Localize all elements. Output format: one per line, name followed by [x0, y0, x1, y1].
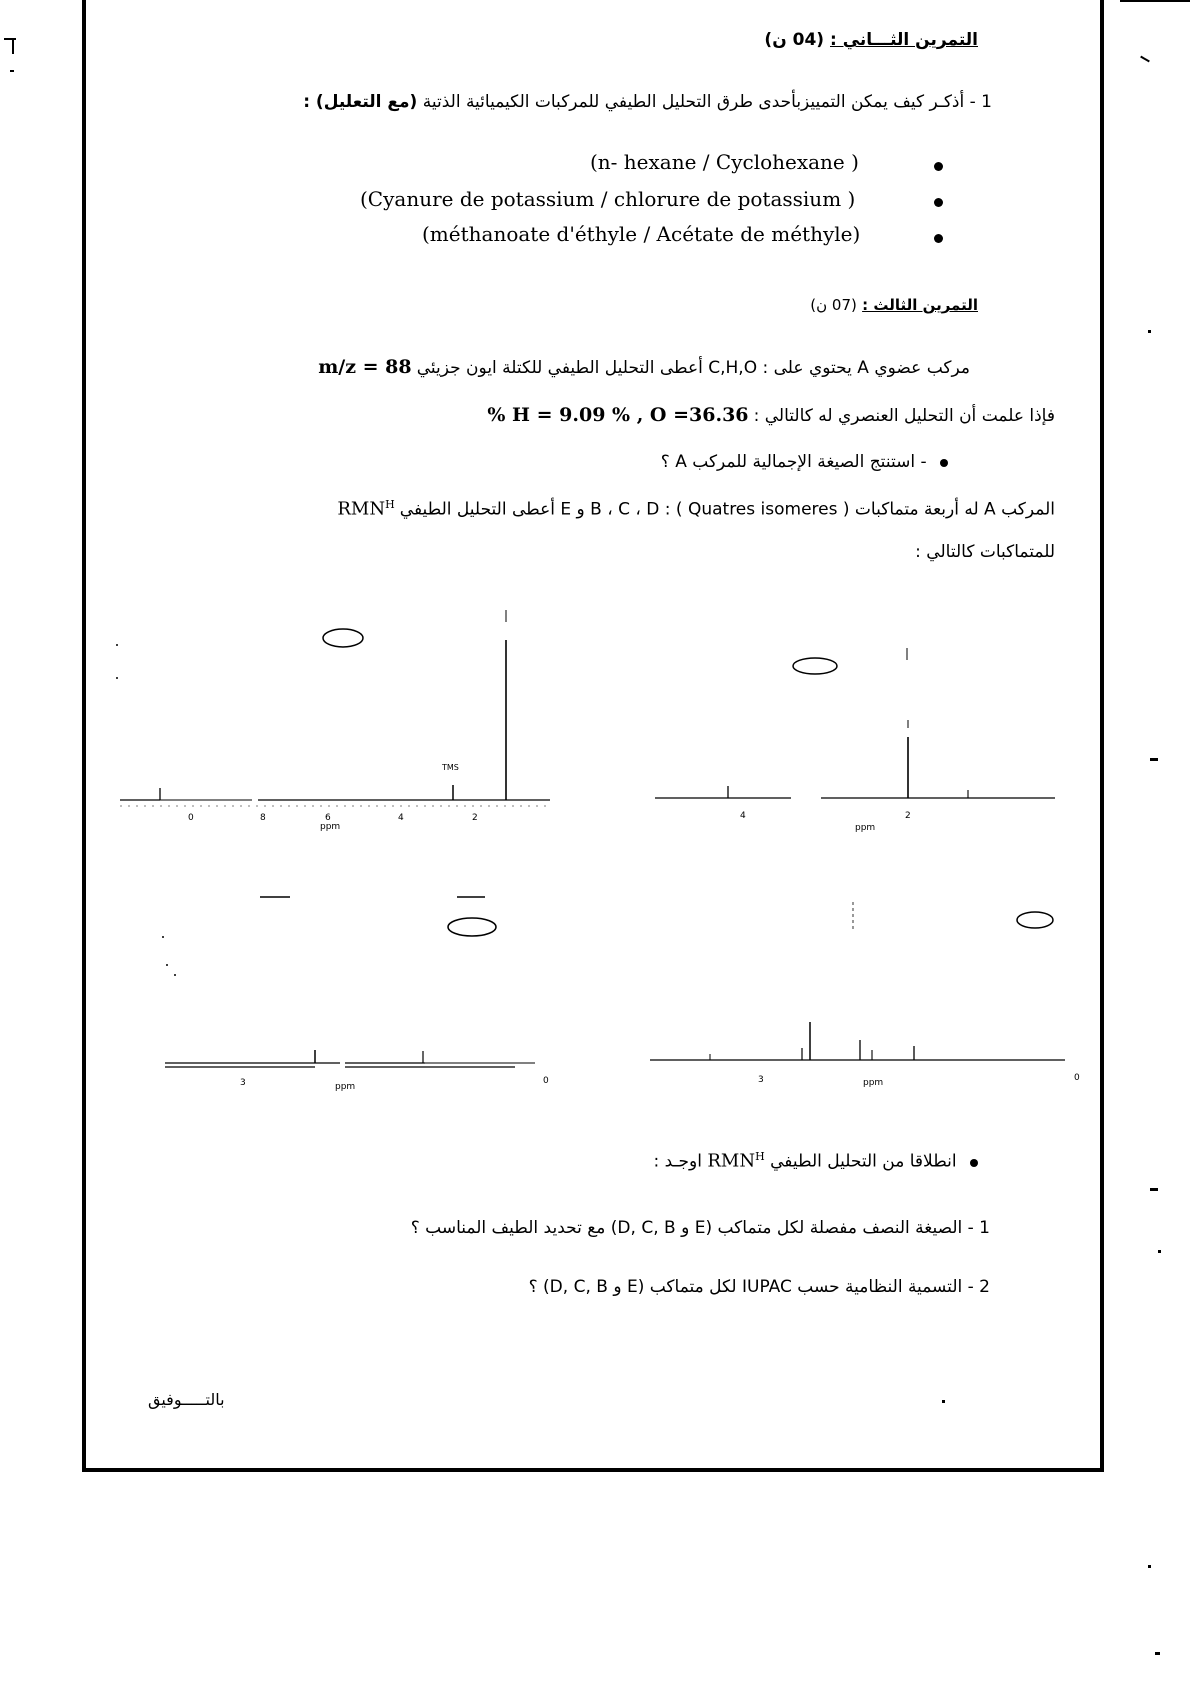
exercise3-line1 [180, 356, 970, 378]
exercise3-line5: للمتماكبات كالتالي : [915, 542, 1055, 562]
bullet-icon [970, 1159, 978, 1167]
tick-label: 3 [758, 1075, 764, 1085]
line1-arabic: مركب عضوي A يحتوي على : C,H,O أعطى التحليل الطيفي للكتلة ايون جزيئي [416, 358, 970, 378]
pair-3 [422, 222, 860, 246]
bullet2-arabic: انطلاقا من التحليل الطيفي [770, 1151, 957, 1172]
bullet-icon [934, 234, 943, 243]
edge-mark [10, 70, 14, 72]
edge-mark [1150, 1188, 1158, 1191]
bullet2-rmn: RMN [707, 1150, 756, 1172]
edge-mark [12, 40, 14, 54]
nmr-spectrum-3-plot [135, 885, 575, 1095]
pair-2-text: (Cyanure de potassium / chlorure de potassium ) [360, 187, 856, 211]
tick-label: 0 [188, 813, 194, 823]
tick-label: 4 [740, 811, 746, 821]
edge-mark [4, 38, 16, 40]
nmr-spectrum-3 [135, 885, 575, 1095]
svg-text:TMS: TMS [442, 763, 459, 772]
pair-2 [360, 187, 855, 211]
bullet-icon [940, 459, 948, 467]
bullet2-sup: H [755, 1150, 765, 1163]
exercise2-question-text: 1 - أذكـر كيف يمكن التمييزبأحدى طرق التحليل الطيفي للمركبات الكيميائية الذتية [422, 92, 992, 112]
pair-3-text: (méthanoate d'éthyle / Acétate de méthyle) [422, 222, 861, 246]
tick-label: 8 [260, 813, 266, 823]
nmr-spectrum-4 [650, 890, 1090, 1100]
question-1: 1 - الصيغة النصف مفصلة لكل متماكب (E و D, C, B) مع تحديد الطيف المناسب ؟ [410, 1218, 990, 1238]
axis-unit: ppm [335, 1082, 356, 1092]
tick-label: 0 [543, 1076, 549, 1086]
line4-rmn: RMN [337, 498, 386, 520]
tick-label: 6 [325, 813, 331, 823]
edge-mark [1150, 758, 1158, 761]
nmr-spectrum-4-plot [650, 890, 1090, 1100]
edge-mark [1148, 1565, 1151, 1568]
bullet-icon [934, 162, 943, 171]
exercise3-line3 [661, 452, 948, 472]
tick-label: 0 [1074, 1073, 1080, 1083]
pair-1-text: (n- hexane / Cyclohexane ) [590, 150, 859, 174]
axis-unit: ppm [320, 822, 341, 832]
tick-label: 2 [472, 813, 478, 823]
line4-arabic: المركب A له أربعة متماكبات ( Quatres isomeres ) : B ، C ، D و E أعطى التحليل الطيفي [399, 499, 1055, 520]
exercise3-line2 [400, 404, 1055, 426]
exercise3-bullet2 [653, 1150, 978, 1172]
line2-arabic: فإذا علمت أن التحليل العنصري له كالتالي : [753, 406, 1055, 426]
edge-mark [1140, 56, 1150, 63]
bullet2-tail: اوجـد : [653, 1151, 702, 1172]
exercise2-points: (04 ن) [764, 30, 825, 50]
exercise3-line4 [165, 498, 1055, 519]
edge-mark [1155, 1652, 1160, 1655]
axis-unit: ppm [855, 823, 876, 833]
exercise3-heading [810, 296, 978, 314]
exercise2-title: التمرين الثـــاني : [830, 30, 978, 50]
tick-label: 4 [398, 813, 404, 823]
nmr-spectrum-2-plot [655, 640, 1075, 840]
axis-unit: ppm [863, 1078, 884, 1088]
signoff: بالتـــــوفيق [148, 1390, 225, 1409]
nmr-spectrum-1 [120, 600, 560, 830]
nmr-spectrum-1-plot [120, 600, 560, 830]
line1-mz: m/z = 88 [318, 356, 412, 378]
line2-values: H = 9.09 % , O =36.36 % [487, 404, 749, 426]
tick-label: 3 [240, 1078, 246, 1088]
tick-label: 2 [905, 811, 911, 821]
exercise3-title: التمرين الثالث : [862, 296, 978, 314]
exercise3-points: (07 ن) [810, 296, 857, 314]
exercise2-heading [764, 30, 978, 50]
edge-mark [1148, 330, 1151, 333]
line4-sup: H [385, 498, 395, 511]
pair-1 [590, 150, 859, 174]
bullet-icon [934, 198, 943, 207]
edge-mark [1120, 0, 1190, 2]
nmr-spectrum-2 [655, 640, 1075, 840]
dot-mark [942, 1400, 945, 1403]
edge-mark [1158, 1250, 1161, 1253]
question-2: 2 - التسمية النظامية حسب IUPAC لكل متماكب (E و D, C, B) ؟ [528, 1277, 990, 1297]
exercise2-question-tail: (مع التعليل) : [303, 92, 418, 112]
line3-text: - استنتج الصيغة الإجمالية للمركب A ؟ [660, 452, 927, 472]
exercise2-question [132, 92, 992, 112]
